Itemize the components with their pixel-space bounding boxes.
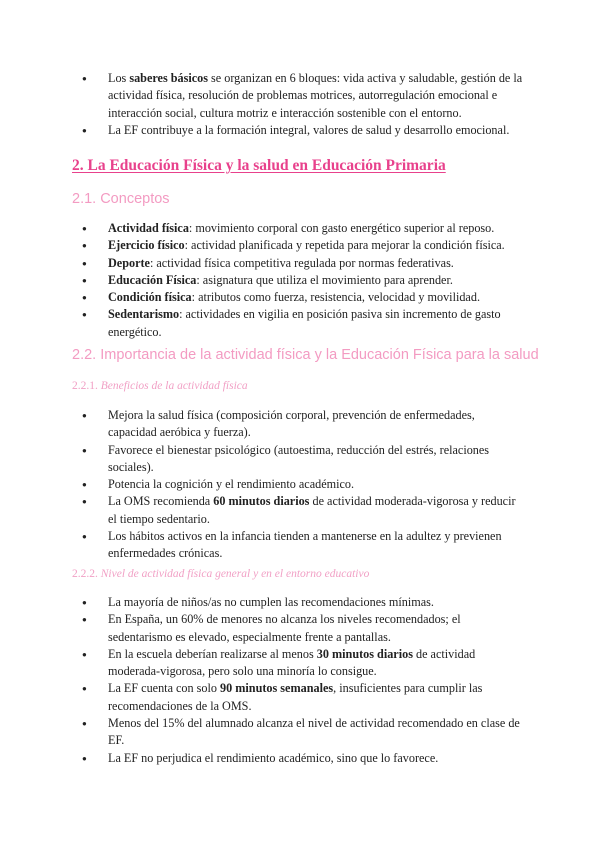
list-item: ● La EF contribuye a la formación integral, valores de salud y desarrollo emocional.: [72, 122, 524, 139]
list-item: ● Los hábitos activos en la infancia tienden a mantenerse en la adultez y previenen enfermedades crónicas.: [72, 528, 524, 563]
list-item: ● La OMS recomienda 60 minutos diarios de actividad moderada-vigorosa y reducir el tiempo sedentario.: [72, 493, 524, 528]
section-2-2-heading: 2.2. Importancia de la actividad física y la Educación Física para la salud: [72, 347, 539, 363]
heading-text: Nivel de actividad física general y en el entorno educativo: [97, 568, 370, 580]
section-2-heading: 2. La Educación Física y la salud en Educación Primaria: [72, 157, 446, 174]
list-item: ● La mayoría de niños/as no cumplen las recomendaciones mínimas.: [72, 594, 524, 611]
list-item: ● Favorece el bienestar psicológico (autoestima, reducción del estrés, relaciones sociales).: [72, 442, 524, 477]
activity-level-list: [0, 594, 524, 767]
list-item: ● Menos del 15% del alumnado alcanza el nivel de actividad recomendado en clase de EF.: [72, 715, 524, 750]
concepts-list: [0, 220, 524, 341]
list-item: ● Los saberes básicos se organizan en 6 bloques: vida activa y saludable, gestión de la actividad física, resolución de problemas motrices, autorregulación emocional e interacción social, cultura motriz e interacción sostenible con el entorno.: [72, 70, 524, 122]
list-item: ● Actividad física: movimiento corporal con gasto energético superior al reposo.: [72, 220, 524, 237]
list-item: ● La EF cuenta con solo 90 minutos semanales, insuficientes para cumplir las recomendaciones de la OMS.: [72, 680, 524, 715]
list-item: ● En España, un 60% de menores no alcanza los niveles recomendados; el sedentarismo es elevado, especialmente frente a pantallas.: [72, 611, 524, 646]
list-item: ● En la escuela deberían realizarse al menos 30 minutos diarios de actividad moderada-vigorosa, pero solo una minoría lo consigue.: [72, 646, 524, 681]
section-2-1-heading: 2.1. Conceptos: [72, 191, 170, 207]
list-item: ● Deporte: actividad física competitiva regulada por normas federativas.: [72, 255, 524, 272]
list-item: ● Educación Física: asignatura que utiliza el movimiento para aprender.: [72, 272, 524, 289]
section-2-2-2-heading: [72, 568, 369, 580]
list-item: ● Condición física: atributos como fuerza, resistencia, velocidad y movilidad.: [72, 289, 524, 306]
intro-list: [0, 70, 524, 139]
list-item: ● Sedentarismo: actividades en vigilia en posición pasiva sin incremento de gasto energético.: [72, 306, 524, 341]
heading-number: 2.2.2.: [72, 568, 98, 580]
benefits-list: [0, 407, 524, 563]
list-item: ● Ejercicio físico: actividad planificada y repetida para mejorar la condición física.: [72, 237, 524, 254]
heading-number: 2.2.1.: [72, 380, 98, 392]
section-2-2-1-heading: [72, 380, 248, 392]
list-item: ● La EF no perjudica el rendimiento académico, sino que lo favorece.: [72, 750, 524, 767]
list-item: ● Mejora la salud física (composición corporal, prevención de enfermedades, capacidad aeróbica y fuerza).: [72, 407, 524, 442]
list-item: ● Potencia la cognición y el rendimiento académico.: [72, 476, 524, 493]
heading-text: Beneficios de la actividad física: [97, 380, 248, 392]
